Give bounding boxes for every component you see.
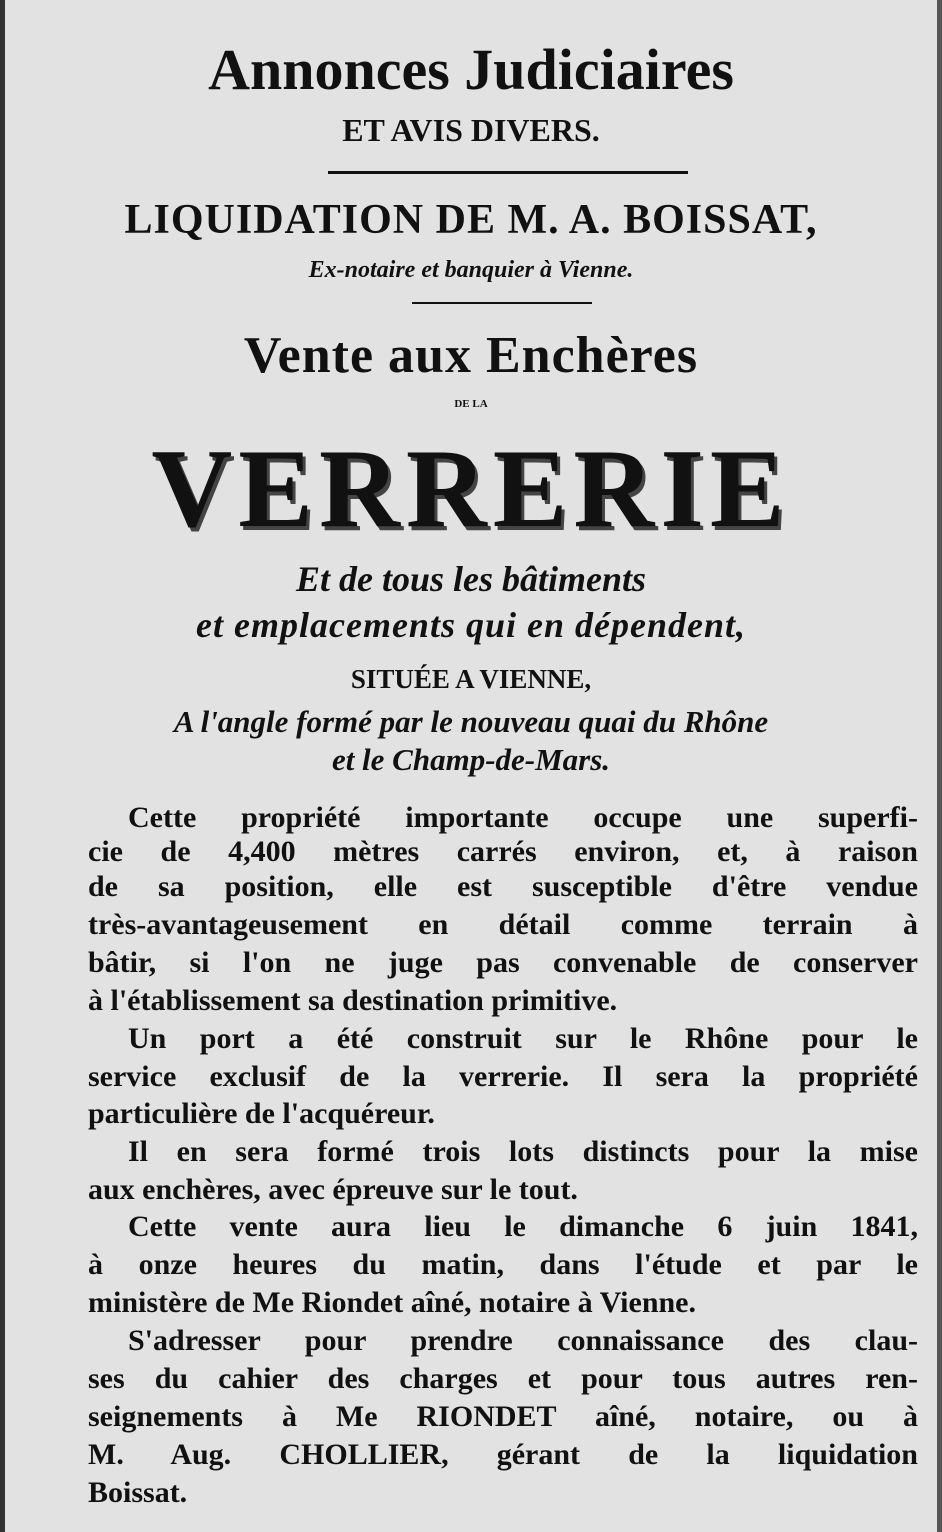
divider (412, 302, 592, 304)
section-title: Annonces Judiciaires (208, 37, 734, 102)
location: SITUÉE A VIENNE, (350, 664, 592, 694)
tagline-line: Et de tous les bâtiments (295, 559, 647, 599)
body-line: particulière de l'acquéreur. (88, 1097, 435, 1130)
sale-title: Vente aux Enchères (243, 327, 699, 384)
body-line: très-avantageusement en détail comme terrain à (88, 908, 918, 941)
body-line: M. Aug. CHOLLIER, gérant de la liquidation (88, 1438, 918, 1471)
body-line: de sa position, elle est susceptible d'être vendue (88, 870, 918, 903)
body-line: Il en sera formé trois lots distincts pour la mise (128, 1135, 918, 1168)
body-line: ministère de Me Riondet aîné, notaire à Vienne. (88, 1286, 696, 1319)
de-la-label: DE LA (454, 398, 488, 410)
body-line: seignements à Me RIONDET aîné, notaire, ou à (88, 1400, 918, 1433)
verrerie-title: VERRERIE (151, 427, 791, 551)
divider (328, 171, 688, 174)
body-line: Boissat. (88, 1476, 188, 1509)
address-line: A l'angle formé par le nouveau quai du Rhône (173, 704, 769, 739)
body-line: ses du cahier des charges et pour tous autres ren- (88, 1362, 918, 1395)
tagline-line: et emplacements qui en dépendent, (196, 605, 746, 645)
body-line: à l'établissement sa destination primitive. (88, 984, 618, 1017)
body-line: service exclusif de la verrerie. Il sera la propriété (88, 1060, 918, 1093)
address-line: et le Champ-de-Mars. (331, 742, 611, 777)
body-line: Un port a été construit sur le Rhône pour le (128, 1022, 918, 1055)
body-line: Cette propriété importante occupe une superfi- (128, 801, 918, 834)
notice-heading: LIQUIDATION DE M. A. BOISSAT, (124, 197, 818, 243)
body-line: Cette vente aura lieu le dimanche 6 juin 1841, (128, 1210, 918, 1243)
notice-subheading: Ex-notaire et banquier à Vienne. (308, 257, 634, 283)
body-line: bâtir, si l'on ne juge pas convenable de conserver (88, 946, 918, 979)
section-subtitle: ET AVIS DIVERS. (342, 112, 600, 148)
body-line: à onze heures du matin, dans l'étude et par le (88, 1248, 918, 1281)
body-line: S'adresser pour prendre connaissance des clau- (128, 1324, 918, 1357)
body-line: cie de 4,400 mètres carrés environ, et, à raison (88, 835, 918, 868)
body-line: aux enchères, avec épreuve sur le tout. (88, 1173, 578, 1206)
